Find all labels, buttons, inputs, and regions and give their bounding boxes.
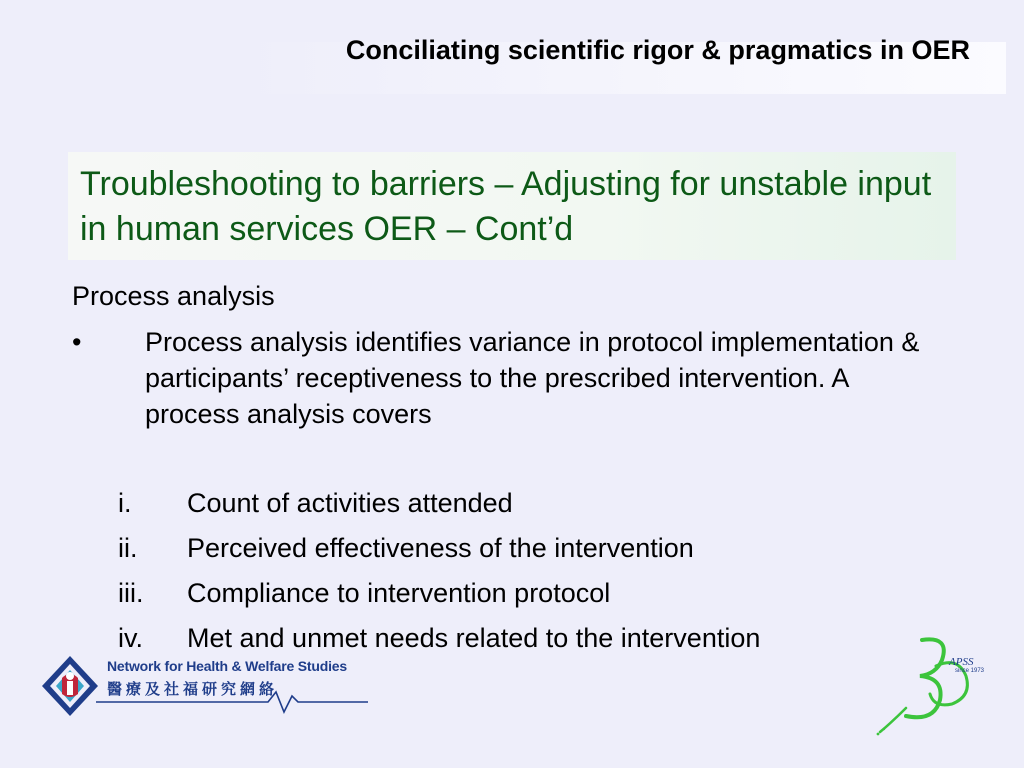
bullet-marker: • [72,327,82,357]
apss-label: APSS [949,656,974,668]
list-item-text: Count of activities attended [187,488,513,518]
list-item-text: Perceived effectiveness of the intervention [187,533,694,563]
list-item-number: iv. [118,623,143,653]
list-item-text: Met and unmet needs related to the intervention [187,623,761,653]
list-item-number: ii. [118,533,138,563]
slide-subtitle: Troubleshooting to barriers – Adjusting for unstable input in human services OER – Cont’d [80,165,932,248]
list-item-number: iii. [118,578,144,608]
list-item-text: Compliance to intervention protocol [187,578,611,608]
network-name: Network for Health & Welfare Studies [107,658,347,674]
bullet-text: Process analysis identifies variance in protocol implementation & participants’ receptiveness to the prescribed intervention. A process analysis covers [145,327,920,429]
apss-anniversary-logo-icon [870,630,990,740]
slide-title: Conciliating scientific rigor & pragmatics in OER [345,35,970,65]
section-label: Process analysis [72,281,275,311]
list-item-number: i. [118,488,132,518]
apss-since: since 1973 [955,668,985,674]
network-name-chinese: 醫療及社福研究網絡 [107,681,279,698]
